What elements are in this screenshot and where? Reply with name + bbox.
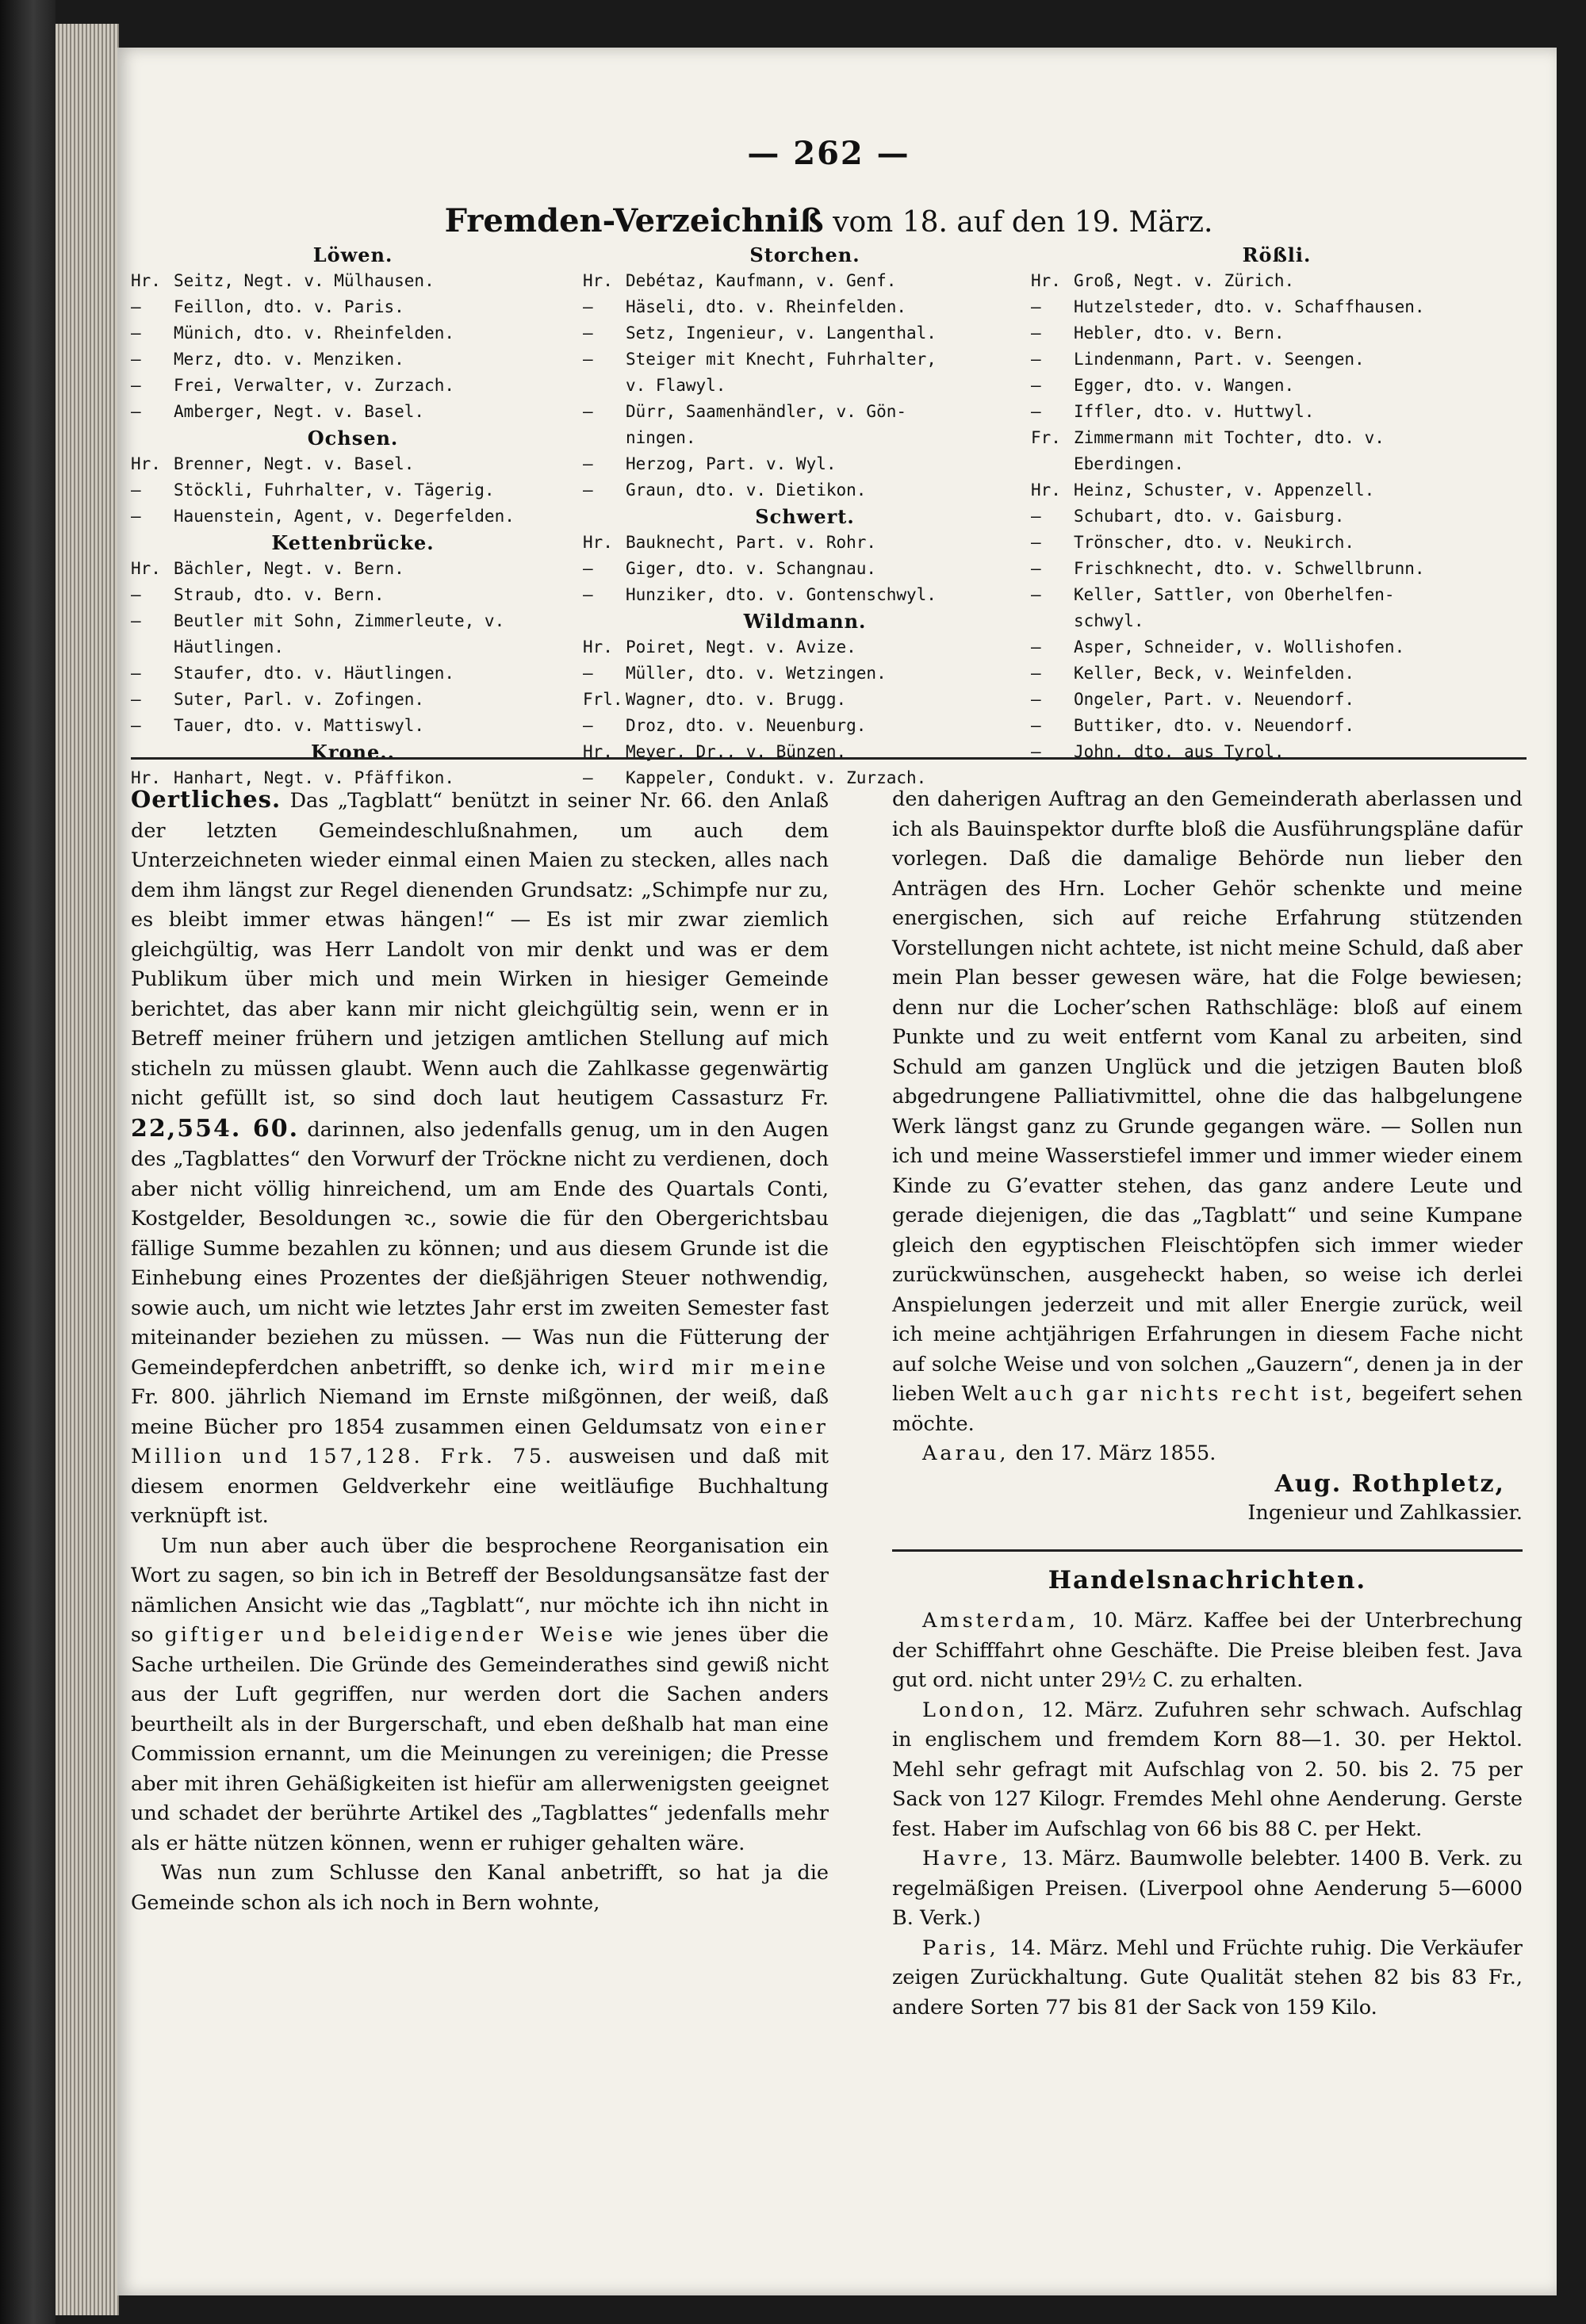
guest-entry (583, 687, 1027, 713)
guest-text: Feillon, dto. v. Paris. (174, 297, 404, 316)
guest-text: Keller, Beck, v. Weinfelden. (1074, 664, 1355, 683)
guest-text: Graun, dto. v. Dietikon. (626, 480, 867, 500)
guest-prefix: — (1031, 637, 1041, 657)
guest-text: Keller, Sattler, von Oberhelfen- (1074, 585, 1395, 604)
fremden-title-bold: Fremden-Verzeichniß (444, 202, 824, 239)
guest-prefix: — (1031, 533, 1041, 552)
guest-text: Hunziker, dto. v. Gontenschwyl. (626, 585, 937, 604)
oertliches-spaced-million: einer Million und 157,128. Frk. 75. (131, 1415, 829, 1468)
guest-text: Eberdingen. (1074, 454, 1185, 473)
guest-entry (1031, 477, 1523, 503)
guest-text: Giger, dto. v. Schangnau. (626, 559, 877, 578)
guest-prefix: — (131, 585, 141, 604)
oertliches-text-3-left: Was nun zum Schlusse den Kanal anbetrifft, so hat ja die Gemeinde schon als ich noch in Bern wohnte, (131, 1861, 829, 1915)
guest-entry (583, 451, 1027, 477)
guest-prefix: — (1031, 559, 1041, 578)
page-stack-edge (56, 24, 119, 2315)
market-city: Paris, (922, 1935, 1010, 1960)
guest-entry (1031, 294, 1523, 320)
market-report (892, 1844, 1523, 1934)
guest-text: Münich, dto. v. Rheinfelden. (174, 324, 455, 343)
guest-entry (131, 268, 575, 294)
guest-prefix: — (1031, 507, 1041, 526)
signature-name: Aug. Rothpletz, (1274, 1469, 1505, 1498)
guest-entry (131, 346, 575, 373)
section-divider (131, 757, 1527, 760)
oertliches-spaced-nichts: auch gar nichts recht ist, (1013, 1382, 1356, 1406)
guest-entry (131, 713, 575, 739)
guest-entry (1031, 556, 1523, 582)
guest-entry (583, 268, 1027, 294)
section-divider-2 (892, 1549, 1523, 1552)
guest-text: Kappeler, Condukt. v. Zurzach. (626, 768, 927, 787)
hotel-section-heading: Rößli. (1242, 243, 1312, 266)
oertliches-text-2b: wie jenes über die Sache urtheilen. Die Gründe des Gemeinderathes sind gewiß nicht aus der Luft gegriffen, nur werden dort die Sachen anders beurtheilt als in der Burgerschaft, und eben deßhalb hat man eine Commission ernannt, um die Meinungen zu vereinigen; die Presse aber mit ihren Gehäßigkeiten ist hiefür am allerwenigsten geeignet und schadet der berührte Artikel des „Tagblattes“ jedenfalls mehr als er hätte nützen können, wenn er ruhiger gehalten wäre. (131, 1623, 829, 1855)
guest-entry (583, 660, 1027, 687)
guest-prefix: — (1031, 716, 1041, 735)
signature-role: Ingenieur und Zahlkassier. (1247, 1501, 1523, 1525)
guest-prefix: Frl. (583, 690, 623, 709)
guest-entry (131, 556, 575, 582)
guest-text: Trönscher, dto. v. Neukirch. (1074, 533, 1355, 552)
guest-column-1 (131, 242, 575, 791)
market-text: 13. März. Baumwolle belebter. 1400 B. Verk. zu regelmäßigen Preisen. (Liverpool ohne Aenderung 5—6000 B. Verk.) (892, 1847, 1523, 1930)
guest-text: Hauenstein, Agent, v. Degerfelden. (174, 507, 515, 526)
guest-entry (1031, 320, 1523, 346)
guest-entry (131, 634, 575, 660)
guest-text: Hutzelsteder, dto. v. Schaffhausen. (1074, 297, 1425, 316)
guest-entry (583, 477, 1027, 503)
guest-prefix: — (131, 716, 141, 735)
guest-entry (1031, 503, 1523, 530)
guest-entry (583, 713, 1027, 739)
guest-prefix: — (131, 376, 141, 395)
guest-entry (1031, 739, 1523, 765)
guest-text: Häseli, dto. v. Rheinfelden. (626, 297, 907, 316)
guest-text: Debétaz, Kaufmann, v. Genf. (626, 271, 897, 290)
guest-prefix: — (131, 480, 141, 500)
guest-text: Schubart, dto. v. Gaisburg. (1074, 507, 1345, 526)
oertliches-paragraph-3-cont (892, 785, 1523, 1439)
hotel-section-heading: Kettenbrücke. (271, 531, 435, 554)
guest-entry (583, 346, 1027, 373)
guest-prefix: Hr. (131, 768, 161, 787)
guest-entry (1031, 634, 1523, 660)
guest-entry (131, 294, 575, 320)
fremden-title-rest: vom 18. auf den 19. März. (833, 206, 1213, 239)
guest-prefix: — (1031, 376, 1041, 395)
guest-text: Hanhart, Negt. v. Pfäffikon. (174, 768, 455, 787)
guest-prefix: — (583, 664, 593, 683)
guest-prefix: — (1031, 585, 1041, 604)
oertliches-text-1d: ausweisen und daß mit diesem enormen Geldverkehr eine weitläufige Buchhaltung verknüpft ist. (131, 1445, 829, 1528)
guest-text: schwyl. (1074, 611, 1144, 630)
guest-prefix: Hr. (1031, 271, 1061, 290)
guest-entry (1031, 451, 1523, 477)
handelsnachrichten-heading: Handelsnachrichten. (1048, 1565, 1367, 1595)
hotel-section-heading: Storchen. (749, 243, 860, 266)
guest-text: Suter, Parl. v. Zofingen. (174, 690, 425, 709)
guest-column-3 (1031, 242, 1523, 765)
guest-prefix: — (1031, 350, 1041, 369)
guest-entry (131, 451, 575, 477)
guest-entry (583, 530, 1027, 556)
guest-text: Tauer, dto. v. Mattiswyl. (174, 716, 425, 735)
hotel-section-heading: Krone.. (311, 741, 395, 764)
guest-prefix: — (131, 350, 141, 369)
oertliches-paragraph-1 (131, 785, 829, 1532)
guest-entry (131, 608, 575, 634)
guest-prefix: — (131, 402, 141, 421)
guest-text: Stöckli, Fuhrhalter, v. Tägerig. (174, 480, 495, 500)
guest-text: Groß, Negt. v. Zürich. (1074, 271, 1295, 290)
guest-text: Dürr, Saamenhändler, v. Gön- (626, 402, 907, 421)
market-city: London, (922, 1698, 1042, 1722)
hotel-section-heading: Ochsen. (307, 427, 399, 450)
oertliches-text-1c: Fr. 800. jährlich Niemand im Ernste mißgönnen, der weiß, daß meine Bücher pro 1854 zusammen einen Geldumsatz von (131, 1385, 829, 1439)
guest-entry (131, 660, 575, 687)
guest-entry (583, 556, 1027, 582)
hotel-section-heading: Schwert. (755, 505, 855, 528)
guest-text: Frei, Verwalter, v. Zurzach. (174, 376, 455, 395)
guest-prefix: — (583, 480, 593, 500)
guest-prefix: — (131, 507, 141, 526)
guest-entry (1031, 268, 1523, 294)
oertliches-paragraph-2 (131, 1532, 829, 1859)
guest-entry (1031, 608, 1523, 634)
oertliches-text-1b: darinnen, also jedenfalls genug, um in den Augen des „Tagblattes“ den Vorwurf der Tröckne nicht zu verdienen, doch aber nicht völlig hinreichend, um am Ende des Quartals Conti, Kostgelder, Besoldungen ꝛc., sowie die für den Obergerichtsbau fällige Summe bezahlen zu können; und aus diesem Grunde ist die Einhebung eines Prozentes der dießjährigen Steuer nothwendig, sowie auch, um nicht wie letztes Jahr erst im zweiten Semester fast miteinander beziehen zu müssen. — Was nun die Fütterung der Gemeindepferdchen anbetrifft, so denke ich, (131, 1117, 829, 1380)
guest-text: Droz, dto. v. Neuenburg. (626, 716, 867, 735)
cash-amount: 22,554. 60. (131, 1114, 300, 1143)
guest-prefix: — (583, 585, 593, 604)
book-spine (0, 0, 56, 2324)
guest-entry (1031, 713, 1523, 739)
market-text: 14. März. Mehl und Früchte ruhig. Die Verkäufer zeigen Zurückhaltung. Gute Qualität stehen 82 bis 83 Fr., andere Sorten 77 bis 81 der Sack von 159 Kilo. (892, 1935, 1523, 2020)
guest-prefix: Hr. (131, 454, 161, 473)
guest-text: Wagner, dto. v. Brugg. (626, 690, 847, 709)
guest-text: Bächler, Negt. v. Bern. (174, 559, 404, 578)
guest-prefix: — (131, 611, 141, 630)
guest-entry (131, 373, 575, 399)
guest-text: Poiret, Negt. v. Avize. (626, 637, 856, 657)
oertliches-spaced-wird: wird mir meine (618, 1355, 829, 1380)
guest-entry (1031, 425, 1523, 451)
guest-text: Frischknecht, dto. v. Schwellbrunn. (1074, 559, 1425, 578)
guest-text: Asper, Schneider, v. Wollishofen. (1074, 637, 1405, 657)
guest-text: Setz, Ingenieur, v. Langenthal. (626, 324, 937, 343)
handelsnachrichten-list (892, 1606, 1523, 2023)
guest-prefix (583, 425, 626, 451)
guest-prefix: Fr. (1031, 428, 1061, 447)
fremden-verzeichnis-title (131, 202, 1527, 239)
guest-prefix (1031, 451, 1074, 477)
guest-entry (1031, 530, 1523, 556)
guest-text: Seitz, Negt. v. Mülhausen. (174, 271, 435, 290)
oertliches-spaced-giftiger: giftiger und beleidigender Weise (164, 1623, 616, 1647)
guest-prefix: — (583, 768, 593, 787)
guest-entry (1031, 660, 1523, 687)
guest-prefix: — (583, 350, 593, 369)
guest-text: Straub, dto. v. Bern. (174, 585, 385, 604)
guest-prefix: Hr. (1031, 480, 1061, 500)
guest-text: Herzog, Part. v. Wyl. (626, 454, 837, 473)
oertliches-text-1a: Das „Tagblatt“ benützt in seiner Nr. 66. den Anlaß der letzten Gemeindeschlußnahmen, um auch dem Unterzeichneten wieder einmal einen Maien zu stecken, alles nach dem ihm längst zur Regel dienenden Grundsatz: „Schimpfe nur zu, es bleibt immer etwas hängen!“ — Es ist mir zwar ziemlich gleichgültig, was Herr Landolt von mir denkt und was er dem Publikum über mich und mein Wirken in hiesiger Gemeinde berichtet, das aber kann mir nicht gleichgültig sein, wenn er in Betreff meiner frühern und jetzigen amtlichen Stellung auf mich sticheln zu müssen glaubt. Wenn auch die Zahlkasse gegenwärtig nicht gefüllt ist, so sind doch laut heutigem Cassasturz Fr. (131, 789, 829, 1110)
guest-prefix: Hr. (583, 637, 613, 657)
market-text: 10. März. Kaffee bei der Unterbrechung der Schifffahrt ohne Geschäfte. Die Preise bleiben fest. Java gut ord. nicht unter 29½ C. zu erhalten. (892, 1609, 1523, 1692)
guest-entry (131, 687, 575, 713)
guest-prefix: Hr. (131, 559, 161, 578)
guest-entry (1031, 373, 1523, 399)
guest-text: Staufer, dto. v. Häutlingen. (174, 664, 455, 683)
guest-entry (583, 739, 1027, 765)
market-city: Amsterdam, (922, 1609, 1092, 1633)
guest-text: Iffler, dto. v. Huttwyl. (1074, 402, 1315, 421)
guest-entry (1031, 346, 1523, 373)
guest-prefix: — (583, 716, 593, 735)
oertliches-text-2a: Um nun aber auch über die besprochene Reorganisation ein Wort zu sagen, so bin ich in Betreff der Besoldungsansätze fast der nämlichen Ansicht wie das „Tagblatt“, nur möchte ich ihn nicht in so (131, 1533, 829, 1647)
guest-entry (131, 582, 575, 608)
oertliches-text-3-end: begeifert sehen möchte. (892, 1382, 1523, 1436)
guest-text: Egger, dto. v. Wangen. (1074, 376, 1295, 395)
guest-text: Meyer, Dr., v. Bünzen. (626, 742, 847, 761)
guest-prefix: — (583, 454, 593, 473)
guest-text: Heinz, Schuster, v. Appenzell. (1074, 480, 1375, 500)
guest-prefix: — (131, 690, 141, 709)
oertliches-text-3-right: den daherigen Auftrag an den Gemeinderath aberlassen und ich als Bauinspektor durfte bloß die Ausführungspläne dafür vorlegen. Daß die damalige Behörde nun lieber den Anträgen des Hrn. Locher Gehör schenkte und meine energischen, sich auf reiche Erfahrung stützenden Vorstellungen nicht achtete, ist nicht meine Schuld, daß aber mein Plan besser gewesen wäre, hat die Folge bewiesen; denn nur die Locher’schen Rathschläge: bloß auf einem Punkte und zu weit entfernt vom Kanal zu arbeiten, sind Schuld am ganzen Unglück und die jetzigen Bauten bloß abgedrungene Palliativmittel, ohne die das halbgelungene Werk längst ganz zu Grunde gegangen wäre. — Sollen nun ich und meine Wasserstiefel immer und immer wieder einem Kinde zu G’evatter stehen, das ganz andere Leute und gerade diejenigen, die das „Tagblatt“ und seine Kumpane gleich den egyptischen Fleischtöpfen sich immer wieder zurückwünschen, ausgeheckt haben, so weise ich derlei Anspielungen jederzeit und mit aller Energie zurück, weil ich meine achtjährigen Erfahrungen in diesem Fache nicht auf solche Weise und von solchen „Gauzern“, denen ja in der lieben Welt (892, 787, 1523, 1406)
guest-entry (1031, 399, 1523, 425)
market-report (892, 1696, 1523, 1845)
guest-entry (583, 320, 1027, 346)
hotel-section-heading: Wildmann. (743, 610, 867, 633)
oertliches-heading: Oertliches. (131, 786, 282, 813)
guest-text: Zimmermann mit Tochter, dto. v. (1074, 428, 1385, 447)
guest-text: Hebler, dto. v. Bern. (1074, 324, 1285, 343)
guest-prefix: — (1031, 324, 1041, 343)
guest-text: Beutler mit Sohn, Zimmerleute, v. (174, 611, 505, 630)
guest-text: ningen. (626, 428, 696, 447)
guest-text: Müller, dto. v. Wetzingen. (626, 664, 887, 683)
guest-entry (131, 503, 575, 530)
signature-date-rest: den 17. März 1855. (1015, 1441, 1216, 1465)
guest-entry (131, 399, 575, 425)
signature-date (892, 1439, 1523, 1469)
guest-prefix: — (583, 297, 593, 316)
guest-text: Buttiker, dto. v. Neuendorf. (1074, 716, 1355, 735)
oertliches-paragraph-3-start (131, 1859, 829, 1918)
guest-entry (583, 425, 1027, 451)
guest-text: Ongeler, Part. v. Neuendorf. (1074, 690, 1355, 709)
guest-prefix: — (131, 664, 141, 683)
guest-text: Amberger, Negt. v. Basel. (174, 402, 425, 421)
guest-entry (1031, 582, 1523, 608)
guest-entry (583, 373, 1027, 399)
guest-prefix: Hr. (583, 742, 613, 761)
page-number: — 262 — (747, 135, 910, 172)
guest-prefix (583, 373, 626, 399)
market-city: Havre, (922, 1847, 1022, 1870)
guest-entry (583, 582, 1027, 608)
guest-text: v. Flawyl. (626, 376, 726, 395)
guest-prefix: — (583, 402, 593, 421)
guest-text: John, dto. aus Tyrol. (1074, 742, 1285, 761)
guest-entry (583, 634, 1027, 660)
guest-text: Häutlingen. (174, 637, 285, 657)
article-right-column (892, 785, 1523, 2023)
guest-entry (131, 477, 575, 503)
guest-entry (583, 399, 1027, 425)
guest-text: Lindenmann, Part. v. Seengen. (1074, 350, 1365, 369)
guest-prefix (1031, 608, 1074, 634)
guest-prefix: Hr. (583, 533, 613, 552)
market-report (892, 1606, 1523, 1696)
guest-prefix: — (1031, 690, 1041, 709)
guest-text: Steiger mit Knecht, Fuhrhalter, (626, 350, 937, 369)
signature-city: Aarau, (922, 1441, 1009, 1465)
guest-prefix: Hr. (131, 271, 161, 290)
guest-entry (583, 294, 1027, 320)
hotel-section-heading: Löwen. (312, 243, 393, 266)
guest-text: Brenner, Negt. v. Basel. (174, 454, 415, 473)
market-report (892, 1934, 1523, 2023)
guest-prefix: — (583, 324, 593, 343)
guest-prefix: Hr. (583, 271, 613, 290)
guest-prefix: — (1031, 664, 1041, 683)
market-text: 12. März. Zufuhren sehr schwach. Aufschlag in englischem und fremdem Korn 88—1. 30. per Hektol. Mehl sehr gefragt mit Aufschlag von 2. 50. bis 2. 75 per Sack von 127 Kilogr. Fremdes Mehl ohne Aenderung. Gerste fest. Haber im Aufschlag von 66 bis 88 C. per Hekt. (892, 1698, 1523, 1841)
guest-prefix (131, 634, 174, 660)
article-left-column (131, 785, 829, 1918)
guest-prefix: — (583, 559, 593, 578)
guest-prefix: — (1031, 742, 1041, 761)
guest-text: Merz, dto. v. Menziken. (174, 350, 404, 369)
guest-entry (131, 320, 575, 346)
guest-prefix: — (131, 324, 141, 343)
guest-column-2 (583, 242, 1027, 791)
guest-prefix: — (131, 297, 141, 316)
guest-prefix: — (1031, 402, 1041, 421)
guest-prefix: — (1031, 297, 1041, 316)
guest-entry (1031, 687, 1523, 713)
guest-text: Bauknecht, Part. v. Rohr. (626, 533, 877, 552)
